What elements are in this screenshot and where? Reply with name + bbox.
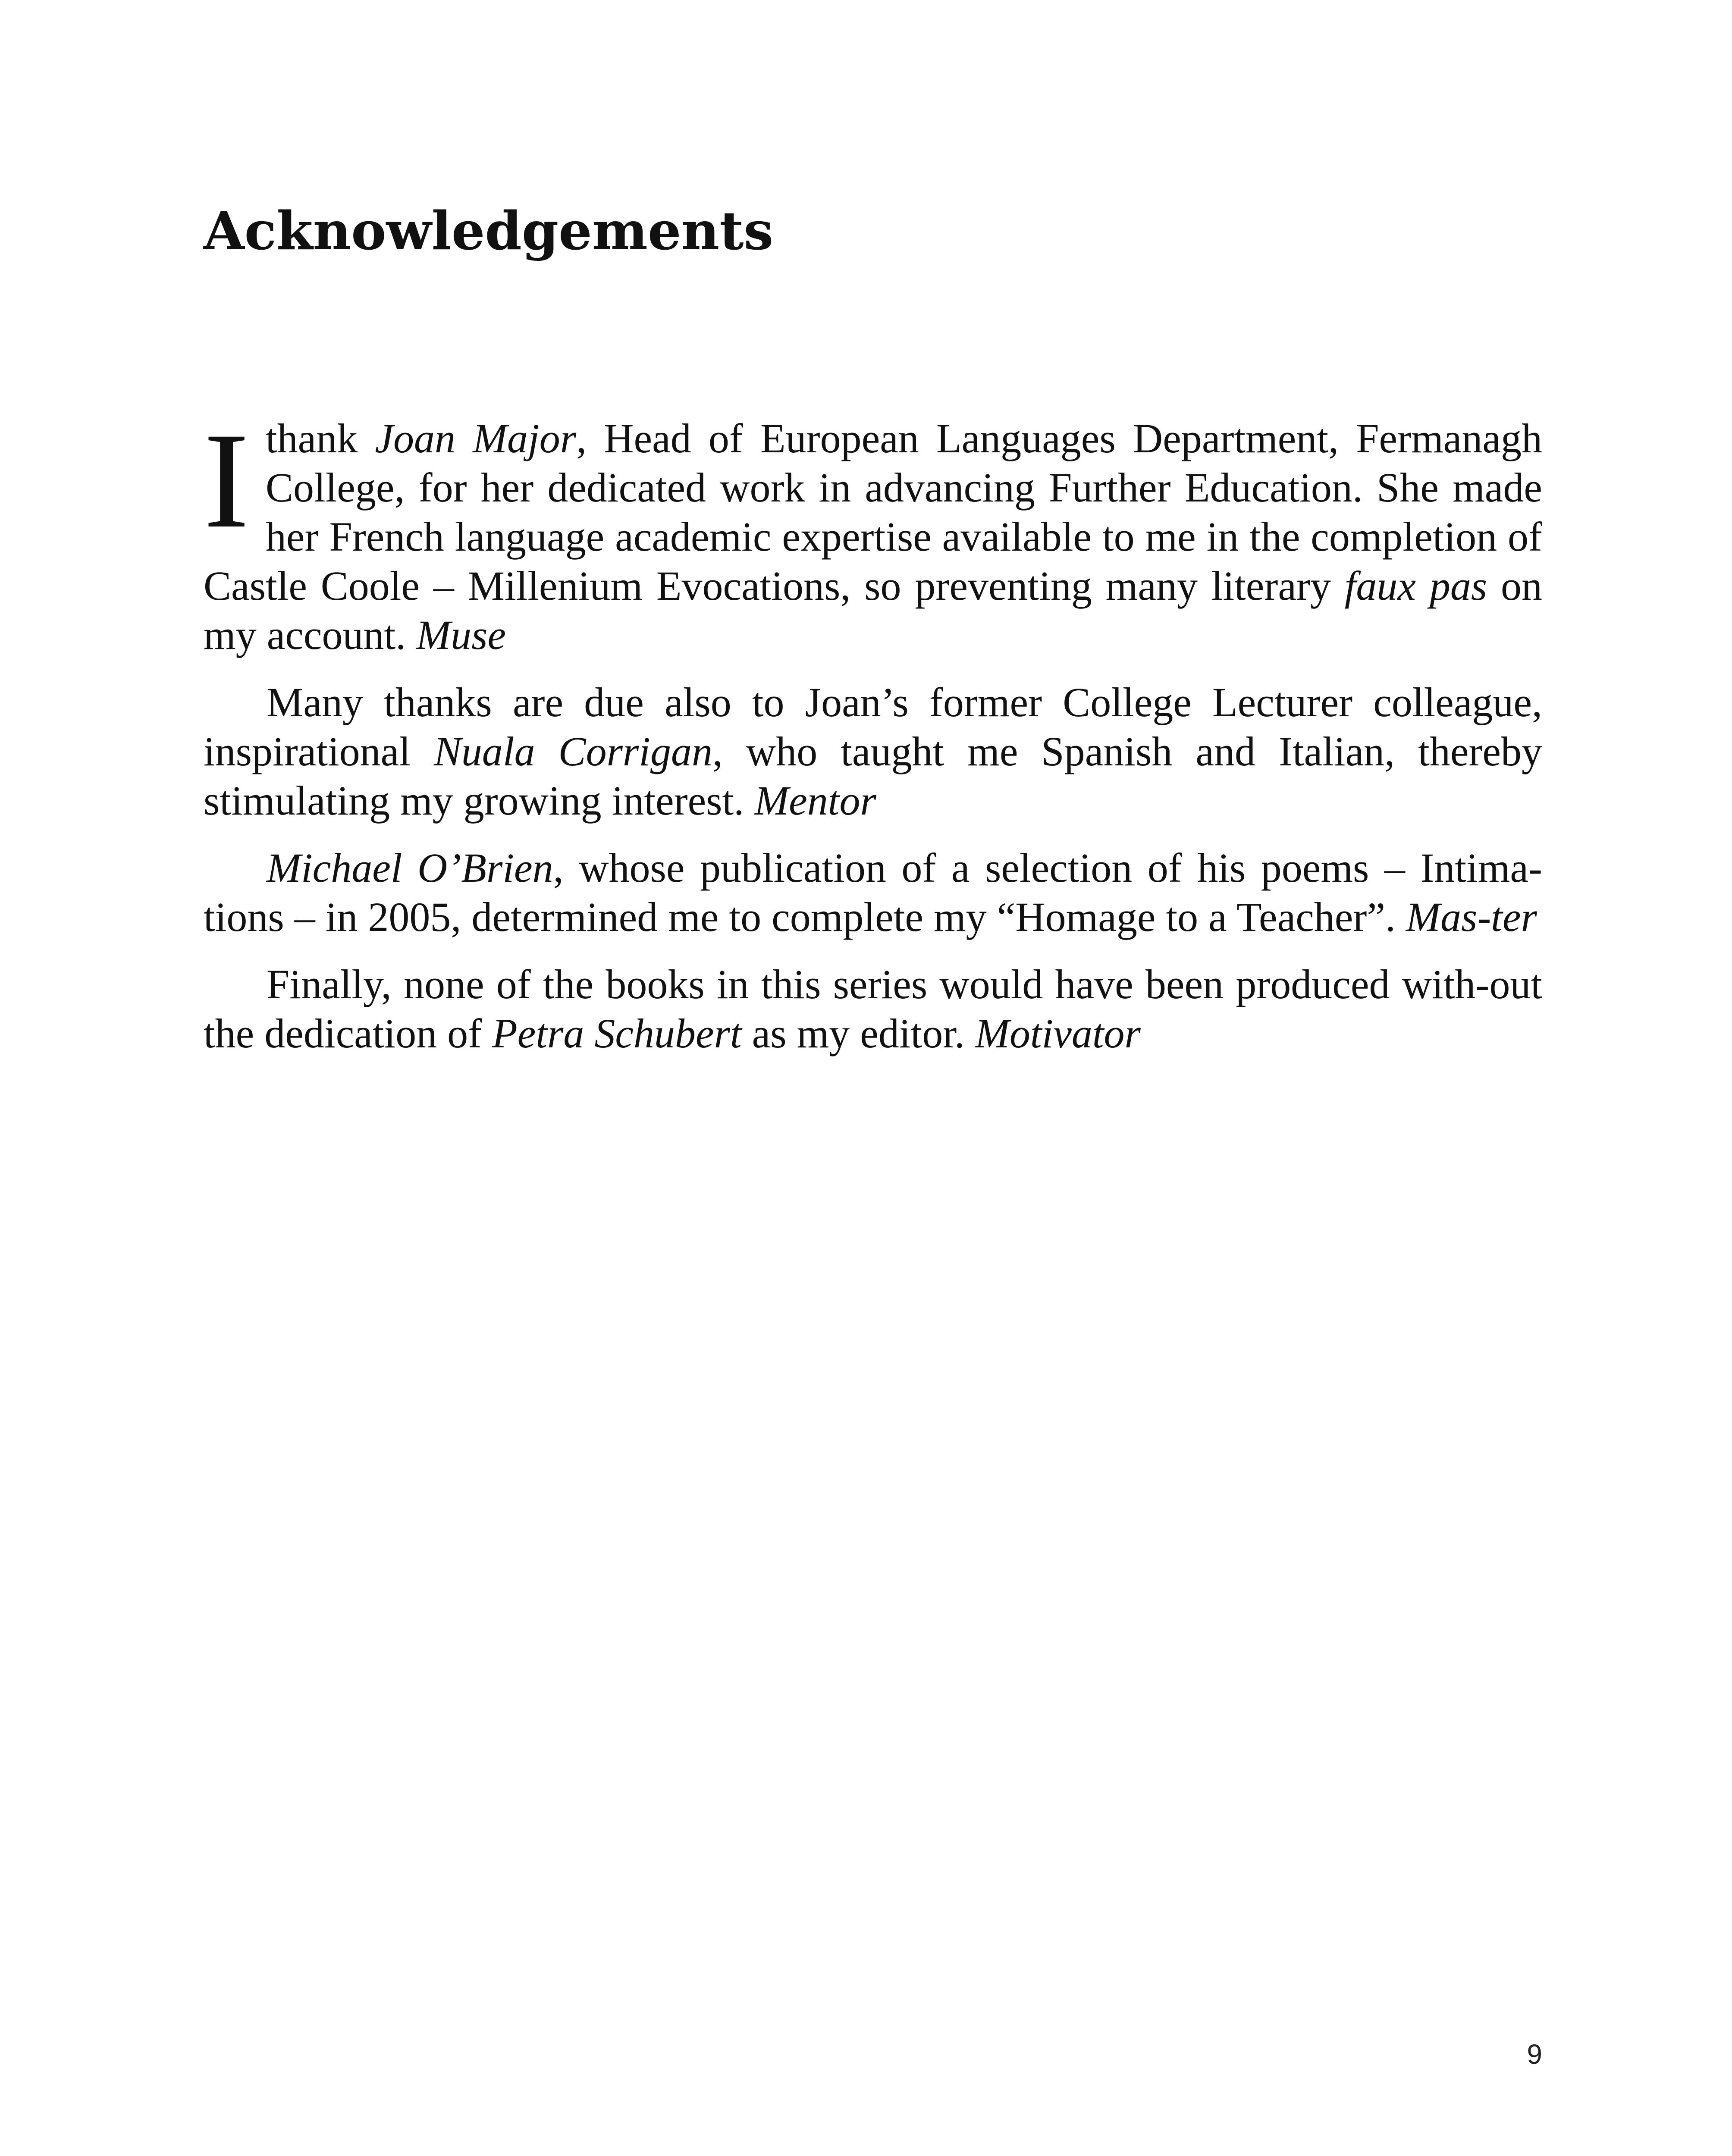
drop-cap-letter: I <box>204 404 249 556</box>
role-tag-motivator: Motivator <box>975 1010 1141 1056</box>
paragraph-joan-major <box>204 404 1543 660</box>
italic-phrase: faux pas <box>1344 563 1487 609</box>
role-tag-muse: Muse <box>416 612 506 658</box>
paragraph-text: , Head of European Languages Department, Fermanagh College, for her dedicated work in advancing Further Education. She made her French language academic expertise available to me in the completion of Castle Coole – Millenium Evocations, so preventing many literary <box>204 415 1543 609</box>
paragraph-text: Finally, none of the books in this series would have been produced with-out the dedication of <box>204 961 1542 1056</box>
person-name-joan-major: Joan Major <box>375 415 577 461</box>
paragraph-text: Many thanks are due also to Joan’s former College Lecturer colleague, inspirational <box>204 679 1542 774</box>
paragraph-text: as my editor. <box>741 1010 975 1056</box>
paragraph-nuala-corrigan <box>204 678 1542 825</box>
paragraph-text: thank <box>265 415 375 461</box>
page-number: 9 <box>1527 2039 1542 2070</box>
person-name-michael-obrien: Michael O’Brien <box>267 845 553 891</box>
acknowledgements-body <box>204 404 1543 1076</box>
page-title: Acknowledgements <box>204 200 774 262</box>
paragraph-text: , who taught me Spanish and Italian, thereby stimulating my growing interest. <box>204 728 1543 824</box>
role-tag-mentor: Mentor <box>754 777 876 824</box>
person-name-petra-schubert: Petra Schubert <box>492 1010 742 1056</box>
paragraph-michael-obrien <box>204 843 1542 942</box>
role-tag-master: Mas-ter <box>1406 894 1537 940</box>
person-name-nuala-corrigan: Nuala Corrigan <box>433 728 712 774</box>
paragraph-petra-schubert <box>204 960 1542 1058</box>
paragraph-text: on my account. <box>204 563 1543 658</box>
paragraph-text: , whose publication of a selection of his poems – Intima-tions – in 2005, determined me to complete my “Homage to a Teacher”. <box>204 845 1543 940</box>
